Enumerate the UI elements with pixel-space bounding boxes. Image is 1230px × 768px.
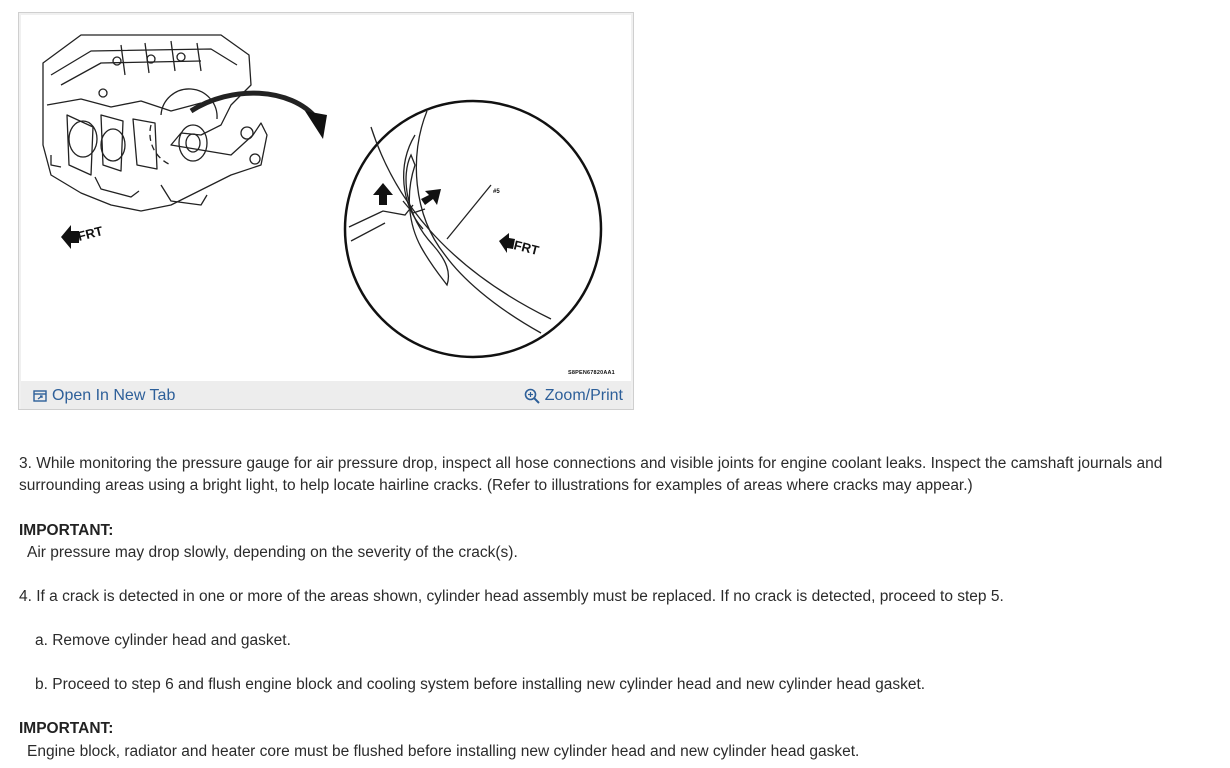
open-new-tab-label: Open In New Tab	[52, 387, 176, 404]
figure-toolbar	[21, 381, 631, 409]
step-3-text: 3. While monitoring the pressure gauge for air pressure drop, inspect all hose connections and visible joints for engine coolant leaks. Inspect the camshaft journals and surrounding areas using a bright light, to help locate hairline cracks. (Refer to illustrations for examples of areas where cracks may appear.)	[19, 455, 1163, 494]
step-4b-text: b. Proceed to step 6 and flush engine block and cooling system before installing new cylinder head and new cylinder head gasket.	[35, 676, 926, 693]
important-text-1: Air pressure may drop slowly, depending on the severity of the crack(s).	[27, 544, 518, 561]
engine-illustration	[21, 15, 631, 381]
step-4-text: 4. If a crack is detected in one or more of the areas shown, cylinder head assembly must be replaced. If no crack is detected, proceed to step 5.	[19, 588, 1004, 605]
open-new-tab-icon	[33, 389, 47, 403]
callout-label: #5	[493, 189, 500, 195]
step-4a-text: a. Remove cylinder head and gasket.	[35, 632, 291, 649]
cylinder-head-diagram	[21, 15, 631, 381]
zoom-icon	[524, 388, 540, 404]
zoom-print-label: Zoom/Print	[544, 387, 623, 404]
open-new-tab-link[interactable]	[33, 387, 175, 405]
frt-right-label: FRT	[512, 237, 541, 259]
figure-code: S8PEN67820AA1	[568, 370, 615, 376]
important-label-1: IMPORTANT:	[19, 522, 114, 539]
figure-container	[18, 12, 634, 410]
zoom-print-link[interactable]	[524, 387, 623, 405]
important-label-2: IMPORTANT:	[19, 720, 114, 737]
frt-left-label: FRT	[76, 223, 105, 244]
important-text-2: Engine block, radiator and heater core must be flushed before installing new cylinder head and new cylinder head gasket.	[27, 743, 860, 760]
